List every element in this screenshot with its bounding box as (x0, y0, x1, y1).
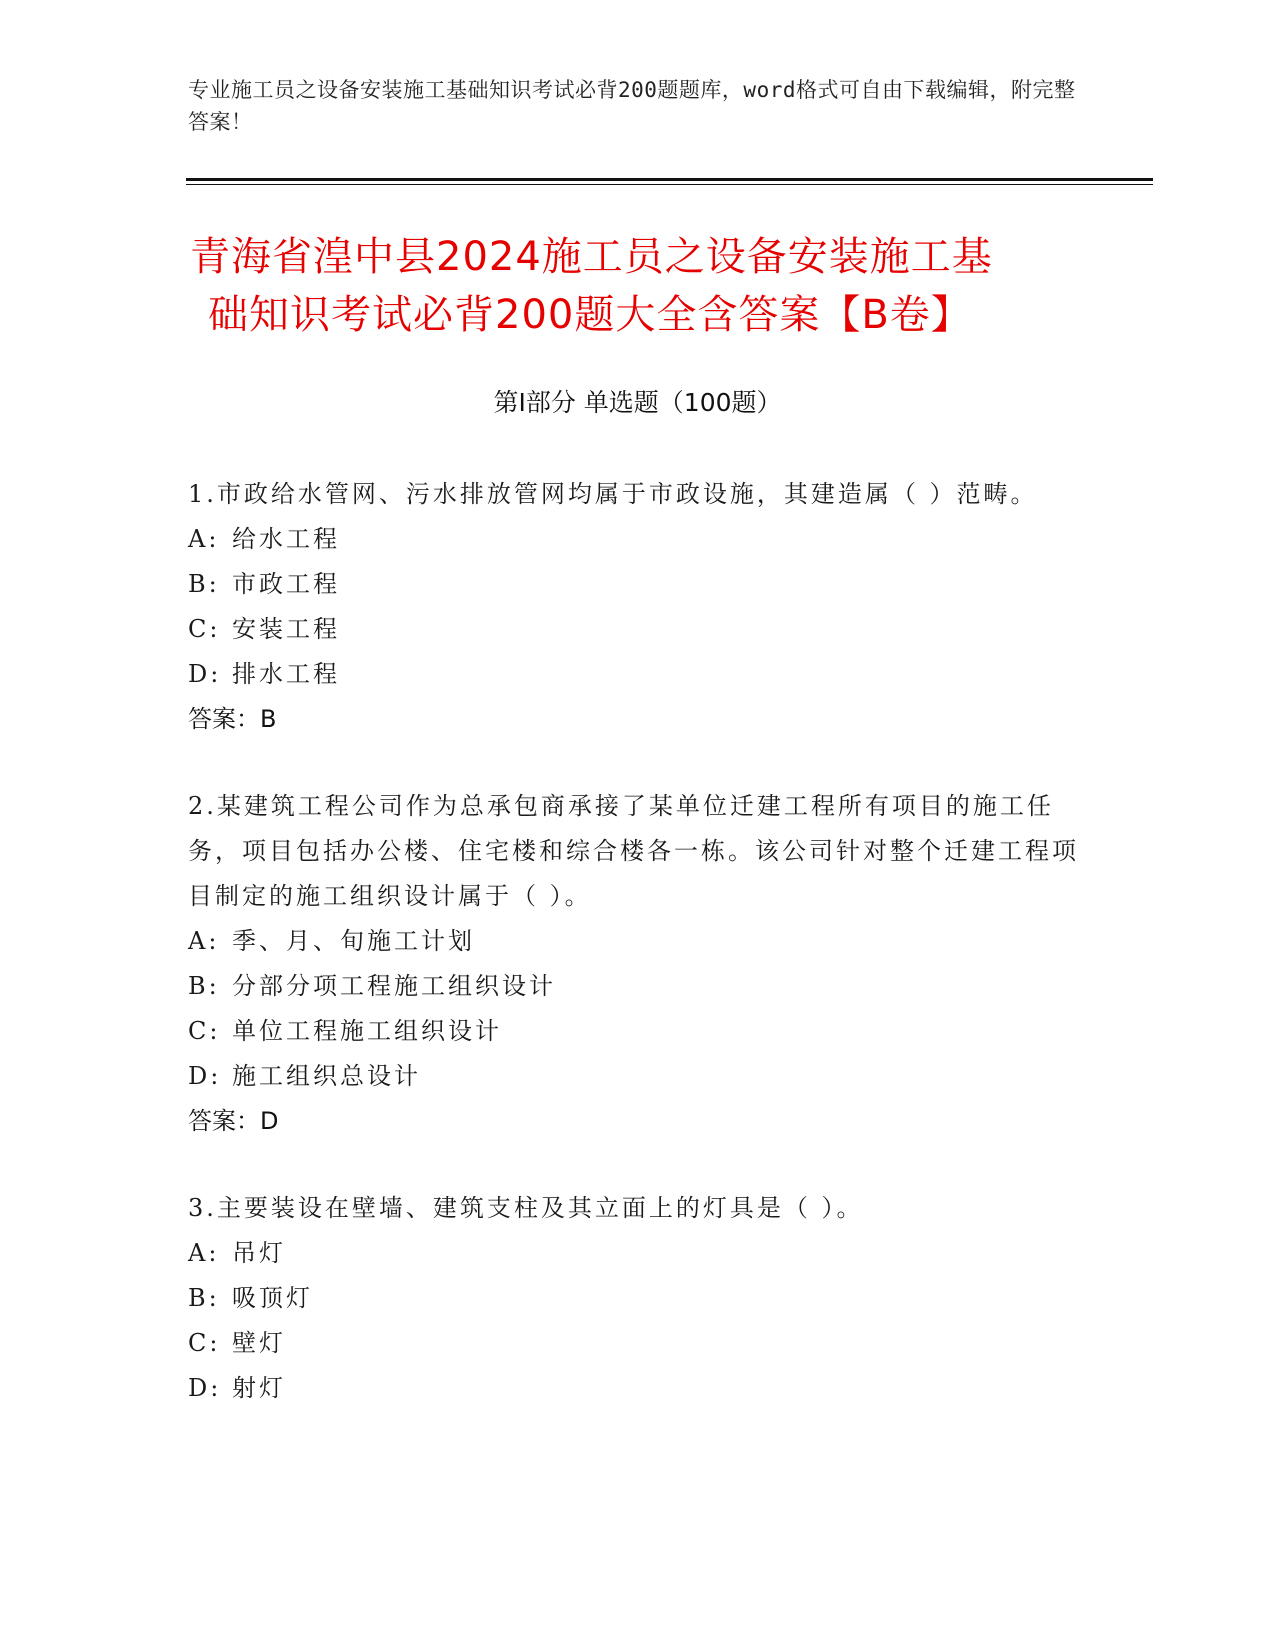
option-text: 分部分项工程施工组织设计 (232, 972, 556, 1000)
option-c (188, 1009, 1088, 1054)
option-text: 单位工程施工组织设计 (232, 1017, 502, 1045)
option-key: A: (188, 525, 220, 553)
question-2 (188, 784, 1088, 1144)
option-key: A: (188, 1239, 220, 1267)
answer-line: 答案：B (188, 705, 277, 733)
option-d (188, 1054, 1088, 1099)
question-stem: 2.某建筑工程公司作为总承包商承接了某单位迁建工程所有项目的施工任务，项目包括办公楼、住宅楼和综合楼各一栋。该公司针对整个迁建工程项目制定的施工组织设计属于（ ）。 (188, 792, 1079, 910)
option-a (188, 1231, 1088, 1276)
option-key: C: (188, 1017, 221, 1045)
option-key: B: (188, 1284, 220, 1312)
option-c (188, 607, 1088, 652)
option-text: 季、月、旬施工计划 (232, 927, 475, 955)
option-key: D: (188, 1374, 222, 1402)
option-key: B: (188, 570, 220, 598)
option-d (188, 652, 1088, 697)
option-text: 安装工程 (232, 615, 340, 643)
document-title-line1: 青海省湟中县2024施工员之设备安装施工基 (190, 234, 993, 280)
option-b (188, 1276, 1088, 1321)
header-note: 专业施工员之设备安装施工基础知识考试必背200题题库，word格式可自由下载编辑，附完整答案！ (188, 78, 1076, 134)
option-key: A: (188, 927, 220, 955)
option-key: B: (188, 972, 220, 1000)
option-d (188, 1366, 1088, 1411)
option-text: 射灯 (232, 1374, 286, 1402)
option-text: 吊灯 (232, 1239, 286, 1267)
question-list (188, 472, 1088, 1453)
option-b (188, 964, 1088, 1009)
question-stem: 1.市政给水管网、污水排放管网均属于市政设施，其建造属（ ）范畴。 (188, 480, 1038, 508)
question-3 (188, 1186, 1088, 1411)
question-1 (188, 472, 1088, 742)
option-text: 市政工程 (232, 570, 340, 598)
option-key: D: (188, 1062, 222, 1090)
document-title-line2: 础知识考试必背200题大全含答案【B卷】 (208, 292, 972, 338)
header-rule-thin (186, 184, 1153, 185)
option-b (188, 562, 1088, 607)
option-key: C: (188, 1329, 221, 1357)
option-a (188, 517, 1088, 562)
document-title (190, 228, 1090, 344)
option-text: 排水工程 (232, 660, 340, 688)
option-text: 壁灯 (232, 1329, 286, 1357)
option-text: 施工组织总设计 (232, 1062, 421, 1090)
option-key: C: (188, 615, 221, 643)
option-a (188, 919, 1088, 964)
answer-line: 答案：D (188, 1107, 279, 1135)
header-rule-thick (186, 178, 1153, 181)
option-c (188, 1321, 1088, 1366)
option-text: 吸顶灯 (232, 1284, 313, 1312)
option-text: 给水工程 (232, 525, 340, 553)
question-stem: 3.主要装设在壁墙、建筑支柱及其立面上的灯具是（ ）。 (188, 1194, 864, 1222)
option-key: D: (188, 660, 222, 688)
section-heading: 第Ⅰ部分 单选题（100题） (493, 388, 782, 417)
